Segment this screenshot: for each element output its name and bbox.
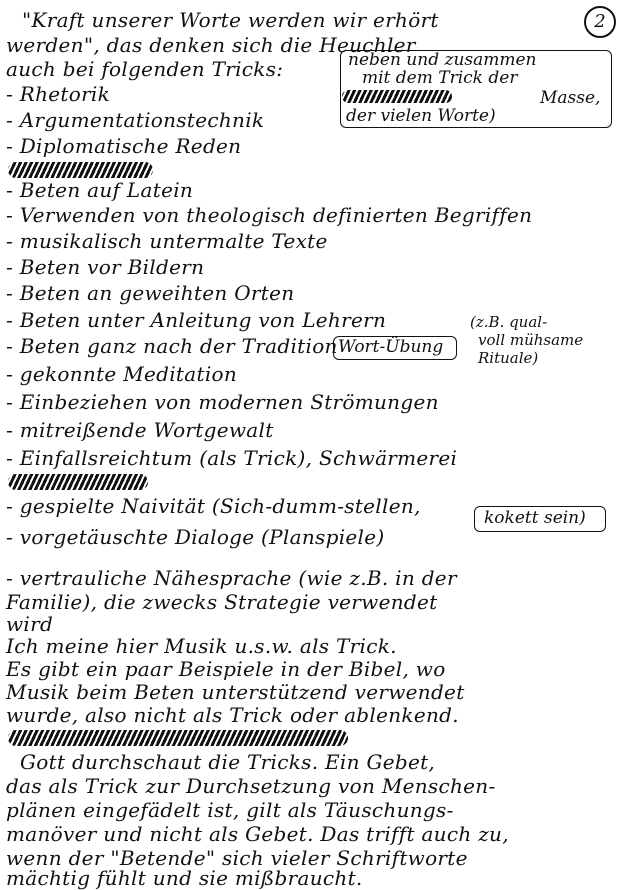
line-missbraucht: mächtig fühlt und sie mißbraucht. [6, 866, 363, 890]
list-item-begriffe: - Verwenden von theologisch definierten Begriffen [6, 203, 533, 227]
tradition-note-3: Rituale) [478, 349, 539, 367]
list-item-diplomatie: - Diplomatische Reden [6, 134, 242, 158]
list-item-bilder: - Beten vor Bildern [6, 255, 205, 279]
list-item-stroemungen: - Einbeziehen von modernen Strömungen [6, 390, 439, 414]
list-item-argumentation: - Argumentationstechnik [6, 108, 265, 132]
line-taeuschung: plänen eingefädelt ist, gilt als Täuschungs- [6, 798, 454, 822]
crossed-out-scribble [8, 730, 348, 746]
line-3: auch bei folgenden Tricks: [6, 57, 284, 81]
line-unterstuetzend: Musik beim Beten unterstützend verwendet [6, 680, 465, 704]
line-1: "Kraft unserer Worte werden wir erhört [22, 8, 439, 32]
line-durchsetzung: das als Trick zur Durchsetzung von Menschen- [6, 774, 496, 798]
crossed-out-scribble [8, 474, 148, 490]
side-note-line-2: mit dem Trick der [362, 68, 518, 88]
list-item-meditation: - gekonnte Meditation [6, 362, 238, 386]
line-bibel: Es gibt ein paar Beispiele in der Bibel, wo [6, 657, 446, 681]
line-gebet: manöver und nicht als Gebet. Das trifft auch zu, [6, 822, 509, 846]
page-number-circle: 2 [584, 6, 616, 38]
tradition-note-1: (z.B. qual- [470, 313, 548, 331]
naivitaet-box-label: kokett sein) [484, 508, 586, 528]
side-note-line-1: neben und zusammen [348, 50, 537, 70]
line-betende: wenn der "Betende" sich vieler Schriftworte [6, 846, 468, 870]
crossed-out-scribble [8, 162, 153, 178]
line-wird: wird [6, 612, 54, 636]
list-item-wortgewalt: - mitreißende Wortgewalt [6, 418, 274, 442]
list-item-naivitaet: - gespielte Naivität (Sich-dumm-stellen, [6, 494, 421, 518]
line-familie: Familie), die zwecks Strategie verwendet [6, 590, 438, 614]
list-item-dialoge: - vorgetäuschte Dialoge (Planspiele) [6, 525, 385, 549]
line-gott: Gott durchschaut die Tricks. Ein Gebet, [20, 750, 436, 774]
line-2: werden", das denken sich die Heuchler [6, 33, 416, 57]
crossed-out-scribble [342, 90, 452, 103]
side-note-line-3: Masse, [540, 88, 601, 108]
list-item-latein: - Beten auf Latein [6, 178, 194, 202]
list-item-rhetorik: - Rhetorik [6, 82, 111, 106]
list-item-einfallsreichtum: - Einfallsreichtum (als Trick), Schwärmerei [6, 446, 458, 470]
list-item-tradition: - Beten ganz nach der Tradition [6, 334, 338, 358]
tradition-box-label: Wort-Übung [338, 337, 444, 357]
side-note-line-4: der vielen Worte) [346, 106, 496, 126]
list-item-musik: - musikalisch untermalte Texte [6, 229, 328, 253]
line-musik-trick: Ich meine hier Musik u.s.w. als Trick. [6, 634, 397, 658]
list-item-naehesprache: - vertrauliche Nähesprache (wie z.B. in der [6, 566, 457, 590]
line-ablenkend: wurde, also nicht als Trick oder ablenkend. [6, 703, 459, 727]
list-item-lehrer: - Beten unter Anleitung von Lehrern [6, 308, 387, 332]
list-item-orte: - Beten an geweihten Orten [6, 281, 295, 305]
tradition-note-2: voll mühsame [478, 331, 584, 349]
